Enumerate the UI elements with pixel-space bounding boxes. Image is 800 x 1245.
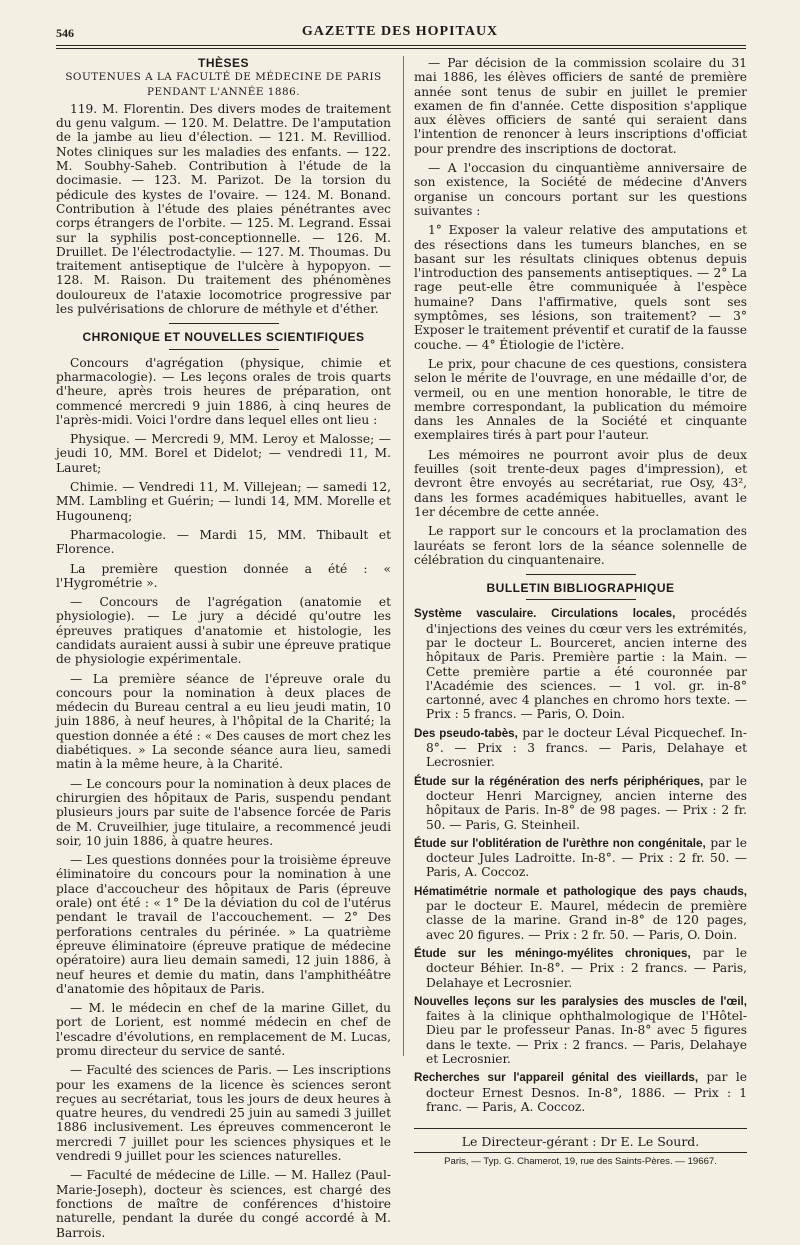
header-rule [56, 45, 746, 46]
chronique-paragraph: — Faculté de médecine de Lille. — M. Hallez (Paul-Marie-Joseph), docteur ès sciences, est chargé des fonctions de maître de conférences d'histoire naturelle, pendant la durée du congé accordé à M. Barrois. [56, 1168, 391, 1240]
chronique-paragraph: — Les questions données pour la troisième épreuve éliminatoire du concours pour la nomination à une place d'accoucheur des hôpitaux de Paris (épreuve orale) ont été : « 1° De la déviation du col de l'utérus pendant le travail de l'accouchement. — 2° Des perforations centrales du périnée. » La quatrième épreuve éliminatoire (épreuve pratique de médecine opératoire) aura lieu demain samedi, 12 juin 1886, à neuf heures et demie du matin, dans l'amphithéâtre d'anatomie des hôpitaux de Paris. [56, 853, 391, 996]
bulletin-title: BULLETIN BIBLIOGRAPHIQUE [486, 581, 675, 596]
section-rule [169, 323, 279, 324]
right-column [414, 56, 747, 1169]
bibliography-details: par le docteur Léval Picquechef. In-8°. — Prix : 3 francs. — Paris, Delahaye et Lecrosnier. [426, 725, 747, 770]
news-paragraph: Le prix, pour chacune de ces questions, consistera selon le mérite de l'ouvrage, en une médaille d'or, de vermeil, ou en une mention honorable, le titre de membre correspondant, la publication du mémoire dans les Annales de la Société et cinquante exemplaires tirés à part pour l'auteur. [414, 356, 747, 443]
chronique-paragraph: — Le concours pour la nomination à deux places de chirurgien des hôpitaux de Paris, suspendu pendant plusieurs jours par suite de l'absence forcée de Paris de M. Cruveilhier, juge titulaire, a recommencé jeudi soir, 10 juin 1886, à quatre heures. [56, 776, 391, 848]
theses-title: THÈSES [197, 56, 249, 70]
bibliography-details: par le docteur E. Maurel, médecin de première classe de la marine. Grand in-8° de 120 pages, avec 20 figures. — Prix : 2 fr. 50. — Paris, O. Doin. [426, 899, 747, 942]
section-rule [526, 599, 636, 600]
header-rule-thin [56, 48, 746, 49]
chronique-paragraph: Physique. — Mercredi 9, MM. Leroy et Malosse; — jeudi 10, MM. Borel et Didelot; — vendredi 11, M. Lauret; [56, 432, 391, 475]
column-divider [403, 56, 404, 1056]
bibliography-details: faites à la clinique ophthalmologique de l'Hôtel-Dieu par le professeur Panas. In-8° avec 5 figures dans le texte. — Prix : 2 francs. — Paris, Delahaye et Lecrosnier. [426, 1009, 747, 1066]
news-paragraph: — A l'occasion du cinquantième anniversaire de son existence, la Société de médecine d'Anvers organise un concours portant sur les questions suivantes : [414, 161, 747, 218]
left-column [56, 56, 391, 1245]
chronique-paragraph: La première question donnée a été : « l'Hygrométrie ». [56, 561, 391, 590]
bibliography-details: par le docteur Ernest Desnos. In-8°, 1886. — Prix : 1 franc. — Paris, A. Coccoz. [426, 1070, 747, 1114]
bibliography-title: Étude sur la régénération des nerfs périphériques, [414, 774, 704, 788]
chronique-paragraph: Pharmacologie. — Mardi 15, MM. Thibault et Florence. [56, 527, 391, 557]
news-paragraph: — Par décision de la commission scolaire du 31 mai 1886, les élèves officiers de santé de première année sont tenus de subir en juillet le premier examen de fin d'année. Cette disposition s'applique aux élèves officiers de santé qui seraient dans l'intention de renoncer à leurs inscriptions d'officiat pour prendre des inscriptions de doctorat. [414, 56, 747, 156]
bibliography-details: par le docteur Henri Marcigney, ancien interne des hôpitaux de Paris. In-8° de 98 pages. — Prix : 2 fr. 50. — Paris, G. Steinheil. [426, 773, 747, 832]
chronique-paragraph: Chimie. — Vendredi 11, M. Villejean; — samedi 12, MM. Lambling et Guérin; — lundi 14, MM. Morelle et Hugounenq; [56, 480, 391, 523]
bibliography-title: Des pseudo-tabès, [414, 726, 518, 740]
bibliography-title: Étude sur l'oblitération de l'urèthre non congénitale, [414, 836, 706, 850]
bibliography-entry [414, 1070, 747, 1114]
bibliography-title: Hématimétrie normale et pathologique des pays chauds, [414, 884, 747, 898]
bibliography-entry [414, 606, 747, 721]
section-rule [169, 349, 279, 350]
bibliography-entry [414, 726, 747, 770]
bibliography-title: Recherches sur l'appareil génital des vieillards, [414, 1071, 699, 1085]
page-number: 546 [56, 26, 74, 40]
section-rule [526, 574, 636, 575]
chronique-paragraph: — M. le médecin en chef de la marine Gillet, du port de Lorient, est nommé médecin en chef de l'escadre d'évolutions, en remplacement de M. Lucas, promu directeur du service de santé. [56, 1001, 391, 1058]
printer-imprint: Paris, — Typ. G. Chamerot, 19, rue des Saints-Pères. — 19667. [414, 1152, 747, 1169]
news-paragraph: Les mémoires ne pourront avoir plus de deux feuilles (soit trente-deux pages d'impression), et devront être envoyés au secrétariat, rue Osy, 43², dans les formes académiques habituelles, avant le 1er décembre de cette année. [414, 447, 747, 519]
chronique-paragraph: — Concours de l'agrégation (anatomie et physiologie). — Le jury a décidé qu'outre les épreuves pratiques d'anatomie et histologie, les candidats auraient aussi à subir une épreuve pratique de physiologie expérimentale. [56, 595, 391, 667]
chronique-paragraph: — La première séance de l'épreuve orale du concours pour la nomination à deux places de médecin du Bureau central a eu lieu jeudi matin, 10 juin 1886, à neuf heures, à l'hôpital de la Charité; la question donnée a été : « Des causes de mort chez les diabétiques. » La seconde séance aura lieu, samedi matin à la même heure, à la Charité. [56, 671, 391, 772]
chronique-title: CHRONIQUE ET NOUVELLES SCIENTIFIQUES [82, 330, 365, 345]
running-head: GAZETTE DES HOPITAUX [301, 24, 499, 39]
theses-subtitle-2: PENDANT L'ANNÉE 1886. [147, 85, 300, 98]
bibliography-entry [414, 994, 747, 1066]
news-paragraph: 1° Exposer la valeur relative des amputations et des résections dans les tumeurs blanches, en se basant sur les résultats cliniques obtenus depuis l'introduction des pansements antiseptiques. — 2° La rage peut-elle être communiquée à l'espèce humaine? Dans l'affirmative, quels sont ses symptômes, ses lésions, son traitement? — 3° Exposer le traitement préventif et curatif de la fausse couche. — 4° Étiologie de l'ictère. [414, 223, 747, 352]
chronique-paragraph: — Faculté des sciences de Paris. — Les inscriptions pour les examens de la licence ès sciences seront reçues au secrétariat, tous les jours de deux heures à quatre heures, du vendredi 25 juin au samedi 3 juillet 1886 inclusivement. Les épreuves commenceront le mercredi 7 juillet pour les sciences physiques et le vendredi 9 juillet pour les sciences naturelles. [56, 1063, 391, 1164]
bibliography-details: par le docteur Jules Ladroitte. In-8°. — Prix : 2 fr. 50. — Paris, A. Coccoz. [426, 835, 747, 880]
bibliography-entry [414, 884, 747, 942]
bibliography-details: procédés d'injections des veines du cœur vers les extrémités, par le docteur L. Bourceret, ancien interne des hôpitaux de Paris. Première partie : la Main. — Cette première partie a été couronnée par l'Académie des sciences. — 1 vol. gr. in-8° cartonné, avec 4 planches en chromo hors texte. — Prix : 5 francs. — Paris, O. Doin. [426, 606, 747, 722]
theses-body: 119. M. Florentin. Des divers modes de traitement du genu valgum. — 120. M. Delattre. De l'amputation de la jambe au lieu d'élection. — 121. M. Revilliod. Notes cliniques sur les maladies des enfants. — 122. M. Soubhy-Saheb. Contribution à l'étude de la docimasie. — 123. M. Parizot. De la torsion du pédicule des kystes de l'ovaire. — 124. M. Bonand. Contribution à l'étude des plaies pénétrantes avec corps étrangers de l'orbite. — 125. M. Legrand. Essai sur la syphilis post-conceptionnelle. — 126. M. Druillet. De l'électrodactylie. — 127. M. Thoumas. Du traitement antiseptique de l'ulcère à hypopyon. — 128. M. Raison. Du traitement des phénomènes douloureux de l'ataxie locomotrice progressive par les pulvérisations de chlorure de méthyle et d'éther. [56, 101, 391, 317]
bibliography-title: Nouvelles leçons sur les paralysies des muscles de l'œil, [414, 994, 747, 1008]
bibliography-title: Étude sur les méningo-myélites chroniques, [414, 946, 691, 960]
bibliography-entry [414, 836, 747, 880]
news-paragraph: Le rapport sur le concours et la proclamation des lauréats se feront lors de la séance solennelle de célébration du cinquantenaire. [414, 524, 747, 567]
bibliography-title: Système vasculaire. Circulations locales, [414, 607, 676, 621]
bibliography-entry [414, 946, 747, 990]
director-signature: Le Directeur-gérant : Dr E. Le Sourd. [414, 1128, 747, 1149]
bibliography-entry [414, 774, 747, 832]
theses-subtitle-1: SOUTENUES A LA FACULTÉ DE MÉDECINE DE PARIS [65, 71, 382, 84]
bibliography-details: par le docteur Béhier. In-8°. — Prix : 2 francs. — Paris, Delahaye et Lecrosnier. [426, 945, 747, 990]
chronique-paragraph: Concours d'agrégation (physique, chimie et pharmacologie). — Les leçons orales de trois quarts d'heure, après trois heures de préparation, ont commencé mercredi 9 juin 1886, à cinq heures de l'après-midi. Voici l'ordre dans lequel elles ont lieu : [56, 355, 391, 427]
